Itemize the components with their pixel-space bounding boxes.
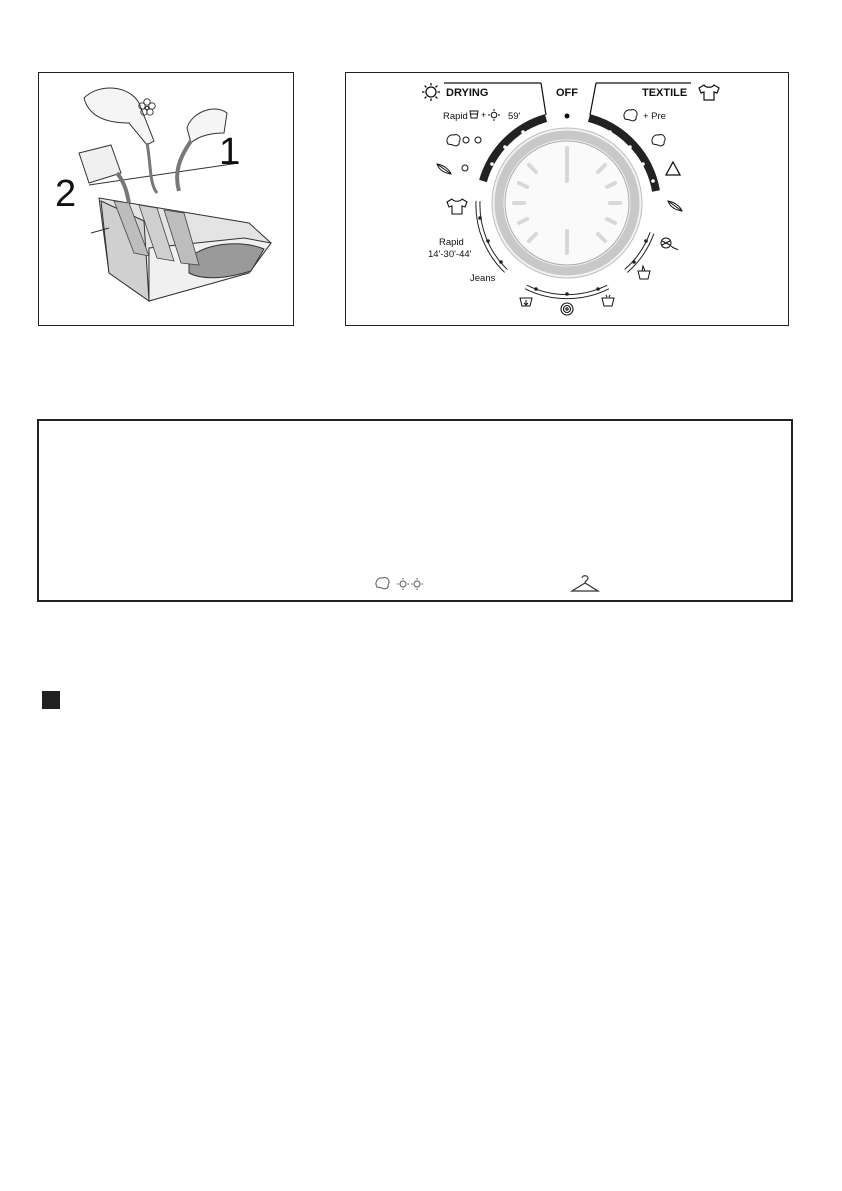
tshirt-icon bbox=[699, 85, 719, 100]
program-dial-illustration bbox=[345, 72, 789, 326]
textile-label: TEXTILE bbox=[642, 87, 688, 99]
prewash-label: + Pre bbox=[643, 111, 666, 122]
hanger-icon bbox=[570, 574, 600, 599]
compartment-1-label: 1 bbox=[219, 131, 241, 173]
rinse-icon bbox=[602, 295, 614, 306]
compartment-2-label: 2 bbox=[55, 173, 77, 215]
rapid-wash-label: Rapid bbox=[439, 237, 464, 248]
wool-icon bbox=[661, 238, 678, 250]
section-bullet-square bbox=[42, 691, 60, 709]
jeans-label: Jeans bbox=[470, 273, 496, 284]
mixed-triangle-icon bbox=[666, 162, 680, 175]
detergent-drawer-illustration bbox=[38, 72, 294, 326]
synthetic-feather-sun-icon bbox=[437, 164, 468, 174]
sun-icon bbox=[422, 83, 440, 101]
off-marker-dot bbox=[565, 114, 570, 119]
cotton-icon bbox=[652, 135, 665, 146]
off-label: OFF bbox=[556, 87, 578, 99]
softener-flower-icon bbox=[139, 99, 155, 115]
rapid-dry-time: 59' bbox=[508, 111, 521, 122]
prewash-cotton-icon bbox=[624, 110, 637, 121]
program-knob bbox=[492, 128, 642, 278]
rapid-dry-label: Rapid bbox=[443, 111, 468, 122]
spin-icon bbox=[561, 303, 573, 315]
detergent-drawer-drawing bbox=[39, 73, 293, 325]
delicate-feather-icon bbox=[668, 201, 682, 211]
cotton-double-sun-icon bbox=[447, 135, 481, 146]
basin-plus-sun-icon bbox=[470, 109, 500, 121]
handwash-icon bbox=[638, 266, 650, 279]
rapid-wash-times: 14'-30'-44' bbox=[428, 249, 472, 260]
program-dial-drawing bbox=[346, 73, 788, 325]
cotton-extra-dry-icon bbox=[374, 574, 426, 599]
drying-label: DRYING bbox=[446, 87, 489, 99]
drain-icon bbox=[520, 298, 532, 306]
tshirt-iron-icon bbox=[447, 199, 467, 214]
svg-text:+: + bbox=[481, 110, 487, 120]
